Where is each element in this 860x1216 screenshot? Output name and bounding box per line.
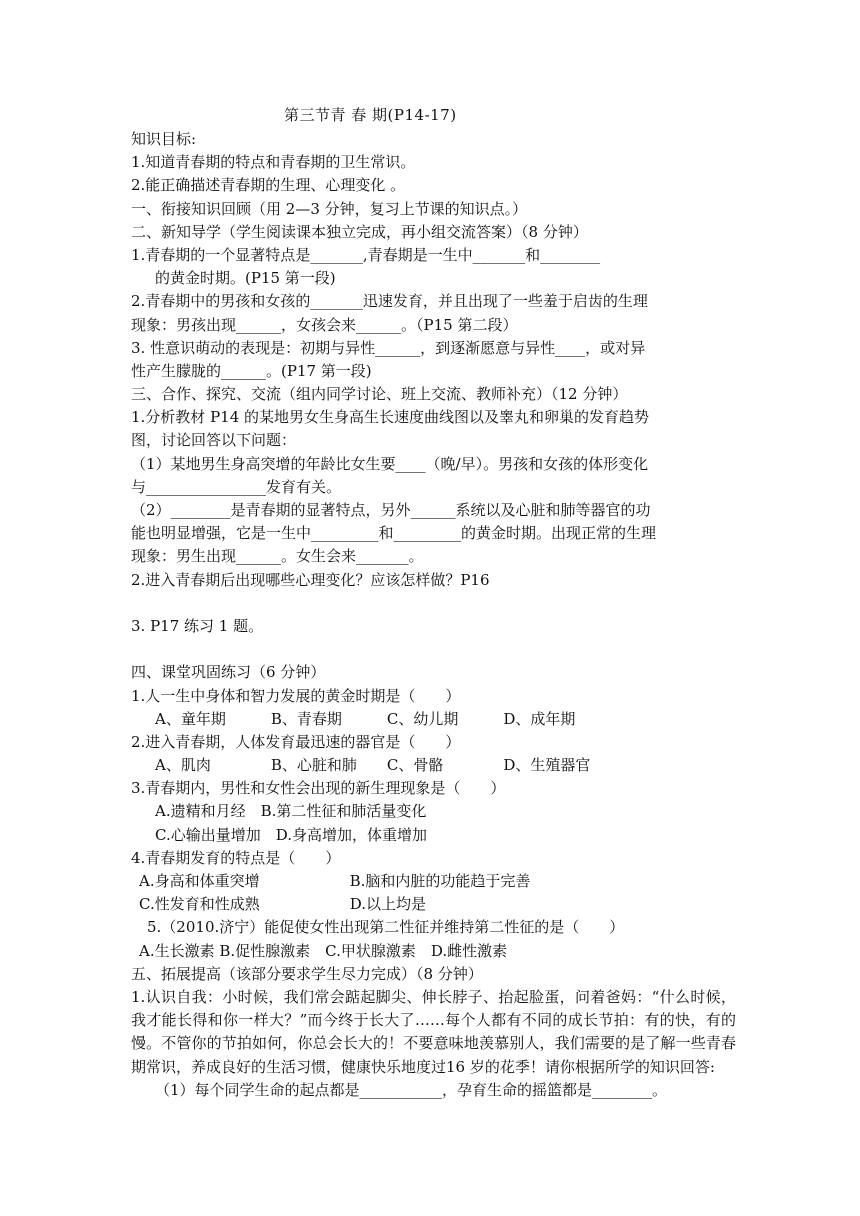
question-text: 现象：男生出现______。女生会来_______。 bbox=[131, 547, 424, 566]
question-text: 图，讨论回答以下问题： bbox=[131, 431, 297, 450]
answer-options: A、肌肉 B、心脏和肺 C、骨骼 D、生殖器官 bbox=[155, 756, 591, 775]
question-text: 能也明显增强，它是一生中_________和_________的黄金时期。出现正常的生理 bbox=[131, 524, 657, 543]
question-text: 1.分析教材 P14 的某地男女生身高生长速度曲线图以及睾丸和卵巢的发育趋势 bbox=[131, 408, 650, 427]
section-heading: 五、拓展提高（该部分要求学生尽力完成）（8 分钟） bbox=[131, 964, 483, 983]
section-heading: 一、衔接知识回顾（用 2—3 分钟，复习上节课的知识点。） bbox=[131, 199, 528, 218]
question-text: 1.青春期的一个显著特点是_______,青春期是一生中_______和________ bbox=[131, 245, 601, 264]
answer-options: C.心输出量增加 D.身高增加，体重增加 bbox=[155, 825, 427, 844]
question-text: 与________________发育有关。 bbox=[131, 477, 342, 496]
question-text: 5.（2010.济宁）能促使女性出现第二性征并维持第二性征的是（ ） bbox=[147, 918, 625, 937]
document-body bbox=[131, 128, 736, 1102]
question-text: 3. 性意识萌动的表现是：初期与异性______，到逐渐愿意与异性____，或对异 bbox=[131, 338, 646, 357]
question-text: 3.青春期内，男性和女性会出现的新生理现象是（ ） bbox=[131, 779, 506, 798]
objective-item: 1.知道青春期的特点和青春期的卫生常识。 bbox=[131, 153, 416, 172]
question-text: （1）每个同学生命的起点都是___________，孕育生命的摇篮都是________。 bbox=[155, 1080, 668, 1099]
objective-item: 2.能正确描述青春期的生理、心理变化 。 bbox=[131, 176, 406, 195]
question-text: 性产生朦胧的______。(P17 第一段) bbox=[131, 361, 372, 380]
answer-options: A.遗精和月经 B.第二性征和肺活量变化 bbox=[155, 802, 427, 821]
question-text: 1.人一生中身体和智力发展的黄金时期是（ ） bbox=[131, 686, 461, 705]
question-text: （1）某地男生身高突增的年龄比女生要____（晚/早）。男孩和女孩的体形变化 bbox=[131, 454, 649, 473]
answer-options: A、童年期 B、青春期 C、幼儿期 D、成年期 bbox=[155, 709, 576, 728]
spacer bbox=[131, 592, 736, 615]
reading-paragraph: 1.认识自我：小时候，我们常会踮起脚尖、伸长脖子、抬起脸蛋，问着爸妈：“什么时候，我才能长得和你一样大？”而今终于长大了……每个人都有不同的成长节拍：有的快，有的慢。不管你的节拍如何，你总会长大的！不要意味地羡慕别人，我们需要的是了解一些青春期常识，养成良好的生活习惯，健康快乐地度过16 岁的花季！请你根据所学的知识回答: bbox=[131, 987, 736, 1076]
question-text: 的黄金时期。(P15 第一段) bbox=[155, 269, 336, 288]
answer-options: C.性发育和性成熟 D.以上均是 bbox=[139, 895, 426, 914]
answer-options: A.生长激素 B.促性腺激素 C.甲状腺激素 D.雌性激素 bbox=[139, 941, 508, 960]
page-title: 第三节青 春 期(P14-17) bbox=[284, 106, 457, 124]
question-text: 现象：男孩出现______，女孩会来______。（P15 第二段） bbox=[131, 315, 518, 334]
question-text: 2.进入青春期后出现哪些心理变化？应该怎样做？P16 bbox=[131, 570, 490, 589]
section-heading: 知识目标: bbox=[131, 130, 197, 148]
question-text: 4.青春期发育的特点是（ ） bbox=[131, 848, 341, 867]
question-text: 2.青春期中的男孩和女孩的_______迅速发育，并且出现了一些羞于启齿的生理 bbox=[131, 292, 648, 311]
section-heading: 二、新知导学（学生阅读课本独立完成，再小组交流答案）（8 分钟） bbox=[131, 222, 588, 241]
question-text: 3. P17 练习 1 题。 bbox=[131, 616, 264, 635]
answer-options: A.身高和体重突增 B.脑和内脏的功能趋于完善 bbox=[139, 872, 531, 890]
section-heading: 四、课堂巩固练习（6 分钟） bbox=[131, 663, 326, 682]
section-heading: 三、合作、探究、交流（组内同学讨论、班上交流、教师补充）（12 分钟） bbox=[131, 385, 628, 404]
question-text: （2）________是青春期的显著特点，另外______系统以及心脏和肺等器官的功 bbox=[131, 501, 651, 519]
spacer bbox=[131, 638, 736, 661]
question-text: 2.进入青春期，人体发育最迅速的器官是（ ） bbox=[131, 732, 461, 751]
